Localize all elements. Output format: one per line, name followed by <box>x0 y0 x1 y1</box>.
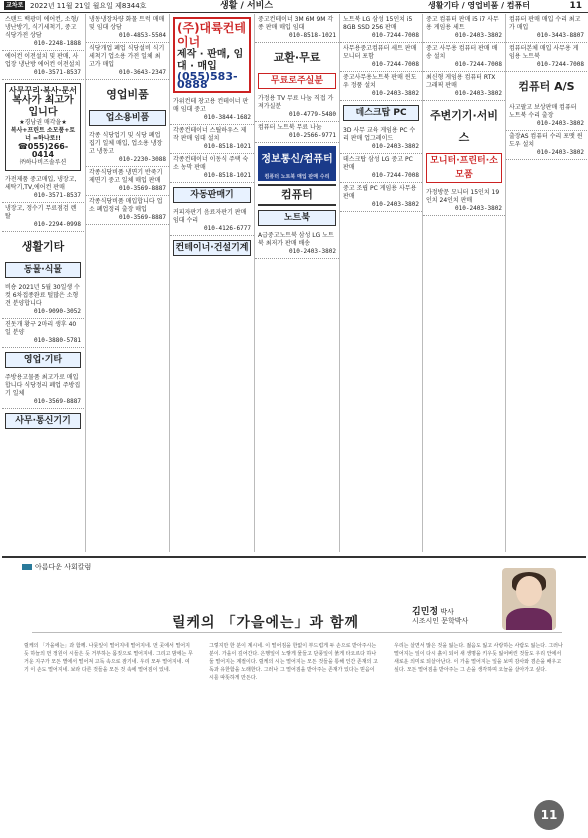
author-name: 김민정 <box>412 607 439 617</box>
column-7 <box>505 14 587 552</box>
classified-ad: 컴퓨터 노트북 무료 나눔 010-2566-9771 <box>255 122 339 143</box>
section-title-left: 생활 / 서비스 <box>220 1 274 11</box>
category-header-vending: 자동판매기 <box>173 187 251 203</box>
classified-ad: 에어컨 이전설치 및 판매, 사업장 냉난방 에어컨 이전설치 010-3571-8537 <box>2 51 84 80</box>
page-header <box>0 0 588 13</box>
category-header-kitchen: 업소용비품 <box>89 110 166 126</box>
category-header-as: 컴퓨터 A/S <box>509 76 584 98</box>
classified-ad: 출장AS 컴퓨터 수리 포맷 윈도우 설치 010-2403-3802 <box>506 131 587 160</box>
classified-ad: 중고 조립 PC 게임용 사무용 판매 010-2403-3802 <box>340 183 422 212</box>
classified-ad: 중고사무용노트북 판매 윈도우 정품 설치 010-2403-3802 <box>340 72 422 101</box>
section-title-right: 생활기타 / 영업비품 / 컴퓨터 <box>428 1 530 10</box>
essay-column-3: 우리는 살면서 많은 것을 잃는다. 젊음도 잃고 사랑하는 사람도 잃는다. 그러나 떨어지는 잎이 다시 흙이 되어 새 생명을 키우듯 잃어버린 것들도 우리 안에서 새로운 의미로 되살아난다. 이 가을 떨어지는 잎을 보며 감사와 겸손을 배우고 싶다. 모든 떨어짐을 받아주는 그 손을 생각하며 오늘을 살아가고 싶다. <box>394 643 563 673</box>
classified-ad: 냉동냉장차량 화물 트럭 매매 및 임대 상담 010-4853-5504 <box>86 14 169 43</box>
category-header-office: 사무·통신기기 <box>5 413 81 429</box>
essay-body <box>24 642 564 836</box>
page-number-badge: 11 <box>534 800 564 830</box>
page-number-top: 11 <box>569 1 582 11</box>
classified-ad: 식당개업 폐업 식당설비 식기세척기 업소용 가전 일체 최고가 매입 010-3643-2347 <box>86 43 169 80</box>
classified-ad: 각종컨테이너 스틸하우스 제작 판매 임대 설치 010-8518-1021 <box>170 125 254 154</box>
container-ad-box: (주)대륙컨테이너 제작 · 판매, 임대 · 매입 (055)583-0888 <box>173 17 251 93</box>
classified-ad: 비숑 2021년 5월 30일생 수컷 6차접종완료 털많은 소형견 분양합니다 010-9090-3052 <box>2 282 84 319</box>
author-byline: 김민정 박사 시조시인 문학박사 <box>412 607 469 625</box>
classified-ad: 각종컨테이너 이동식 주택 숙소 농막 판매 010-8518-1021 <box>170 154 254 183</box>
essay-column-2: 그렇지만 한 분이 계시네. 이 떨어짐을 한없이 부드럽게 두 손으로 받아주시는 분이. 가을이 깊어간다. 은행잎이 노랗게 물들고 단풍잎이 붉게 타오르다 하나둘 떨어지는 계절이다. 릴케의 시는 떨어지는 모든 것들을 통해 인간 존재의 고독과 유한함을 노래한다. 그러나 그 떨어짐을 받아주는 존재가 있다는 믿음이 시를 따뜻하게 만든다. <box>209 643 378 681</box>
classifieds-grid <box>2 14 586 552</box>
classified-ad: A급중고노트북 삼성 LG 노트북 최저가 판매 배송 010-2403-3802 <box>255 230 339 259</box>
classified-ad: 사무용중고컴퓨터 세트 판매 모니터 포함 010-7244-7008 <box>340 43 422 72</box>
classified-ad: 사고팔고 보상판매 컴퓨터 노트북 수리 출장 010-2403-3802 <box>506 102 587 131</box>
column-3 <box>169 14 254 552</box>
column-essay <box>2 556 586 838</box>
category-header-animal: 동물·식물 <box>5 262 81 278</box>
classified-ad: 커피자판기 음료자판기 판매 임대 수리 010-4126-6777 <box>170 207 254 236</box>
category-header-computer: 컴퓨터 <box>258 184 336 206</box>
issue-date: 2022년 11월 21일 월요일 제8344호 <box>30 2 147 10</box>
classified-ad: 각종식당비품 매입합니다 업소 폐업정리 출장 매입 010-3569-8887 <box>86 196 169 225</box>
author-photo <box>502 568 556 630</box>
classified-ad: 진돗개 황구 2마리 생후 40일 분양 010-3880-5781 <box>2 319 84 348</box>
classified-ad: 가정방문 모니터 15인치 19인치 24인치 판매 010-2403-3802 <box>423 187 505 216</box>
essay-tag: 아름다운 사회칼럼 <box>22 562 91 572</box>
classified-ad: 가전제품 중고매입, 냉장고,세탁기,TV,에어컨 판매 010-3571-8537 <box>2 174 84 203</box>
essay-column-1: 릴케의 「가을에는」과 함께. 나뭇잎이 떨어지네 떨어지네. 먼 곳에서 떨어지듯 하늘의 먼 정원이 시들은 듯 거부하는 몸짓으로 떨어지네. 그리고 밤에는 무거운 지구가 모든 별에서 떨어져 고독 속으로 잠기네. 우리 모두 떨어지네. 여기 이 손도 떨어지네. 보라 다른 것들을 모든 것 속에 떨어짐이 있네. <box>24 643 193 673</box>
category-header-rental: 컨테이너·건설기계 <box>173 240 251 256</box>
tag-bar-icon <box>22 564 32 570</box>
it-banner: 정보통신/컴퓨터 컴퓨터 노트북 매입 판매 수리 <box>258 146 336 181</box>
copier-ad-box: 사무꾸리·복사·문서 복사가 최고가 입니다 ★경남권 매각을★ 복사+프린트 소모품+토너 =하나로!! ☎055)266-0414 ㈜하나비즈솔루션 <box>5 83 81 171</box>
category-header-peripheral: 주변기기·서비스 <box>426 105 502 149</box>
column-6 <box>422 14 505 552</box>
essay-title: 릴케의 「가을에는」과 함께 <box>172 615 359 631</box>
category-header-exchange: 교환·무료 <box>258 47 336 69</box>
category-header-monitor: 모니터·프린터·소모품 <box>426 153 502 183</box>
classified-ad: 가정용 TV 무료 나눔 직접 가져가실분 010-4779-5480 <box>255 93 339 122</box>
classified-ad: 가위컨테 창고용 컨테이너 판매 임대 중고 010-3844-1682 <box>170 96 254 125</box>
author-org: 시조시인 문학박사 <box>412 617 469 625</box>
category-header-notebook: 노트북 <box>258 210 336 226</box>
classified-ad: 3D 사무 교육 게임용 PC 수리 판매 업그레이드 010-2403-3802 <box>340 125 422 154</box>
category-header-sales: 영업·기타 <box>5 352 81 368</box>
classified-ad: 중고 사무용 컴퓨터 판매 배송 설치 010-7244-7008 <box>423 43 505 72</box>
title-divider <box>32 632 562 633</box>
classified-ad: 데스크탑 삼성 LG 중고 PC 판매 010-7244-7008 <box>340 154 422 183</box>
classified-ad: 컴퓨터본체 매입 사무용 게임용 노트북 010-7244-7008 <box>506 43 587 72</box>
classified-ad: 냉장고, 정수기 무료점검 렌탈 010-2294-0998 <box>2 203 84 232</box>
publication-logo: 교차로 <box>6 2 24 9</box>
column-5 <box>339 14 422 552</box>
column-4 <box>254 14 339 552</box>
classified-ad: 컴퓨터 판매 매입 수리 최고가 매입 010-3443-8807 <box>506 14 587 43</box>
classified-ad: 스탠드 백광미 에어컨, 소형/냉난방기, 식기세척기, 중고식당가전 상담 010-2248-1888 <box>2 14 84 51</box>
column-2 <box>85 14 169 552</box>
classified-ad: 최신형 게임용 컴퓨터 RTX 그래픽 판매 010-2403-3802 <box>423 72 505 101</box>
classified-ad: 각종식당비품 냉면기 반죽기 제면기 중고 일체 매입 판매 010-3569-8887 <box>86 167 169 196</box>
category-header-free: 무료로주실분 <box>258 73 336 89</box>
classified-ad: 중고 컴퓨터 판매 i5 i7 사무용 게임용 세트 010-2403-3802 <box>423 14 505 43</box>
column-1 <box>2 14 84 552</box>
category-header-sales-goods: 영업비품 <box>89 84 166 106</box>
classified-ad: 중고컨테이너 3M 6M 9M 각종 판매 매입 임대 010-8518-1021 <box>255 14 339 43</box>
category-header-desktop: 데스크탑 PC <box>343 105 419 121</box>
classified-ad: 주방용고물품 최고가로 매입합니다 식당정리 폐업 주방집기 일체 010-3569-8887 <box>2 372 84 409</box>
category-header-life: 생활기타 <box>5 236 81 258</box>
classified-ad: 노트북 LG 삼성 15인치 i5 8GB SSD 256 판매 010-7244-7008 <box>340 14 422 43</box>
classified-ad: 각종 식당업기 및 식당 폐업 집기 일체 매입, 업소용 냉장고 냉동고 010-2230-3088 <box>86 130 169 167</box>
